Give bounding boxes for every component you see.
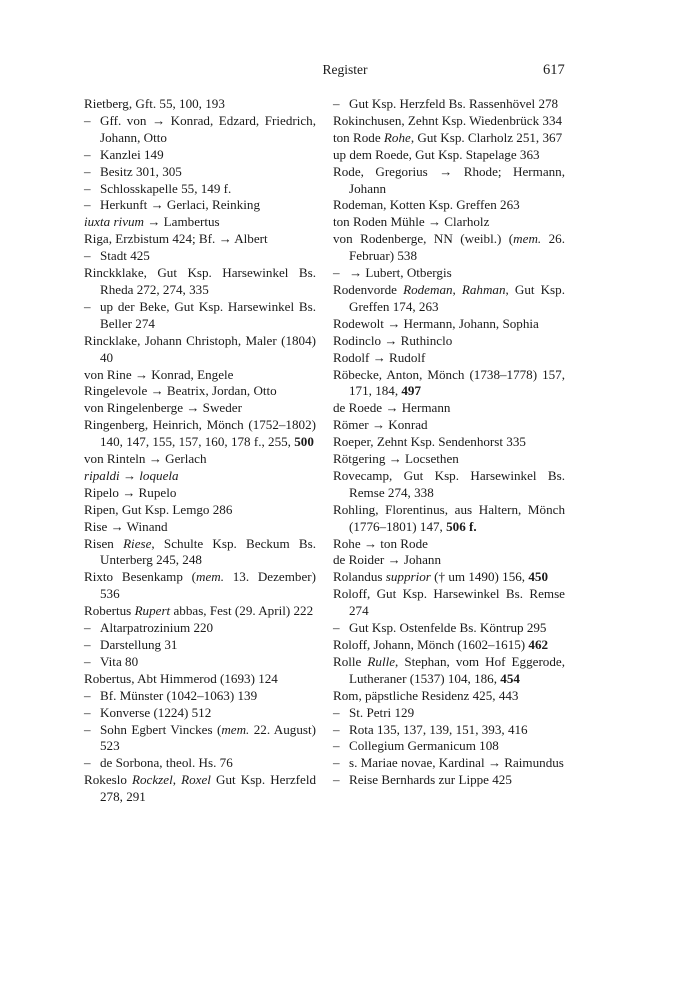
entry-text: Gut Ksp. Ostenfelde Bs. Köntrup 295: [349, 620, 547, 636]
entry-text: iuxta rivum: [84, 214, 145, 230]
index-entry: [333, 434, 565, 451]
entry-text: , Schulte Ksp. Beckum Bs. Unterberg 245, 248: [100, 535, 316, 568]
index-column-left: [84, 96, 316, 806]
entry-text: Ripen, Gut Ksp. Lemgo 286: [84, 501, 233, 517]
entry-text: Rohe → ton Rode: [333, 535, 428, 551]
index-subentry: [333, 705, 565, 722]
entry-text: Rinckklake, Gut Ksp. Harsewinkel Bs. Rheda 272, 274, 335: [84, 265, 316, 297]
entry-text: Rokeslo: [84, 772, 133, 788]
entry-text: Rodewolt → Hermann, Johann, Sophia: [333, 315, 539, 331]
index-subentry: [84, 637, 316, 654]
entry-text: Robertus: [84, 603, 135, 619]
entry-text: Rietberg, Gft. 55, 100, 193: [84, 96, 225, 111]
entry-text: von Rodenberge, NN (weibl.) (: [333, 231, 514, 247]
index-subentry: [333, 772, 565, 789]
entry-text: Rulle: [367, 653, 396, 669]
entry-text: Roeper, Zehnt Ksp. Sendenhorst 335: [333, 434, 526, 450]
index-entry: [84, 417, 316, 451]
entry-text: → Lubert, Otbergis: [349, 265, 452, 281]
index-subentry: [84, 197, 316, 214]
entry-text: Ringenberg, Heinrich, Mönch (1752–1802) 140, 147, 155, 157, 160, 178 f., 255,: [84, 417, 316, 450]
entry-text: 497: [401, 383, 422, 399]
index-entry: [84, 383, 316, 400]
entry-text: Rom, päpstliche Residenz 425, 443: [333, 687, 519, 703]
subentry-dash: –: [84, 755, 91, 771]
index-entry: [84, 96, 316, 113]
running-head: Register: [322, 62, 368, 77]
index-entry: [84, 400, 316, 417]
index-subentry: [84, 248, 316, 265]
entry-text: Bf. Münster (1042–1063) 139: [100, 687, 258, 703]
entry-text: Besitz 301, 305: [100, 163, 182, 179]
entry-text: Rodinclo → Ruthinclo: [333, 332, 453, 348]
entry-text: de Roider → Johann: [333, 552, 442, 568]
index-entry: [333, 282, 565, 316]
entry-text: Rode, Gregorius → Rhode; Hermann, Johann: [333, 163, 565, 196]
entry-text: s. Mariae novae, Kardinal → Raimundus: [349, 755, 564, 771]
entry-text: , Gut Ksp. Clarholz 251, 367: [410, 129, 563, 145]
entry-text: Darstellung 31: [100, 637, 178, 652]
entry-text: 13. Dezember) 536: [100, 569, 316, 602]
index-entry: [333, 417, 565, 434]
index-subentry: [84, 722, 316, 756]
index-entry: [84, 367, 316, 384]
entry-text: 500: [294, 434, 314, 450]
entry-text: Rovecamp, Gut Ksp. Harsewinkel Bs. Remse 274, 338: [333, 467, 565, 500]
index-subentry: [84, 755, 316, 772]
entry-text: Rohe: [383, 129, 411, 145]
index-subentry: [84, 113, 316, 147]
entry-text: Roxel: [181, 772, 211, 788]
index-entry: [333, 350, 565, 367]
index-subentry: [333, 96, 565, 113]
subentry-dash: –: [333, 704, 340, 720]
entry-text: 450: [528, 569, 548, 585]
index-entry: [84, 214, 316, 231]
index-entry: [84, 536, 316, 570]
entry-text: († um 1490) 156,: [430, 569, 529, 585]
subentry-dash: –: [84, 248, 91, 264]
index-entry: [333, 197, 565, 214]
entry-text: Rodeman, Rahman: [403, 281, 506, 297]
subentry-dash: –: [333, 772, 340, 788]
index-entry: [333, 451, 565, 468]
entry-text: Schlosskapelle 55, 149 f.: [100, 180, 232, 196]
index-entry: [333, 316, 565, 333]
entry-text: de Sorbona, theol. Hs. 76: [100, 755, 233, 771]
entry-text: Riga, Erzbistum 424; Bf. → Albert: [84, 231, 268, 247]
entry-text: Gff. von → Konrad, Edzard, Friedrich, Johann, Otto: [100, 112, 316, 145]
index-subentry: [333, 620, 565, 637]
index-entry: [333, 688, 565, 705]
index-entry: [333, 367, 565, 401]
subentry-dash: –: [84, 146, 91, 162]
index-entry: [333, 113, 565, 130]
entry-text: Stadt 425: [100, 248, 150, 264]
index-entry: [84, 231, 316, 248]
index-entry: [84, 519, 316, 536]
entry-text: 22. August) 523: [100, 721, 316, 754]
entry-text: mem.: [196, 569, 225, 585]
entry-text: Rolle: [333, 653, 368, 669]
subentry-dash: –: [333, 96, 340, 111]
index-subentry: [84, 654, 316, 671]
subentry-dash: –: [333, 265, 340, 281]
index-subentry: [84, 299, 316, 333]
subentry-dash: –: [84, 180, 91, 196]
entry-text: Risen: [84, 535, 124, 551]
subentry-dash: –: [333, 620, 340, 636]
index-subentry: [333, 722, 565, 739]
entry-text: 506 f.: [446, 518, 477, 534]
entry-text: Rodolf → Rudolf: [333, 349, 426, 365]
entry-text: 454: [500, 670, 520, 686]
index-entry: [84, 265, 316, 299]
index-entry: [333, 654, 565, 688]
index-entry: [333, 214, 565, 231]
entry-text: Ripelo → Rupelo: [84, 484, 177, 500]
entry-text: Roloff, Gut Ksp. Harsewinkel Bs. Remse 274: [333, 586, 565, 619]
index-entry: [333, 468, 565, 502]
entry-text: Röbecke, Anton, Mönch (1738–1778) 157, 171, 184,: [333, 366, 565, 399]
entry-text: St. Petri 129: [349, 704, 415, 720]
subentry-dash: –: [84, 197, 91, 213]
index-entry: [333, 637, 565, 654]
entry-text: , Gut Ksp. Greffen 174, 263: [349, 281, 565, 314]
entry-text: Rokinchusen, Zehnt Ksp. Wiedenbrück 334: [333, 112, 563, 128]
entry-text: ton Roden Mühle → Clarholz: [333, 214, 490, 230]
index-entry: [333, 552, 565, 569]
entry-text: Ringelevole → Beatrix, Jordan, Otto: [84, 383, 277, 399]
index-column-right: [333, 96, 565, 789]
index-subentry: [84, 164, 316, 181]
index-entry: [333, 569, 565, 586]
entry-text: , Stephan, vom Hof Eggerode, Lutheraner (1537) 104, 186,: [349, 653, 565, 686]
entry-text: Römer → Konrad: [333, 417, 428, 433]
index-entry: [84, 451, 316, 468]
index-subentry: [333, 738, 565, 755]
subentry-dash: –: [333, 721, 340, 737]
entry-text: Sohn Egbert Vinckes (: [100, 721, 222, 737]
entry-text: Rodenvorde: [333, 281, 404, 297]
entry-text: Roloff, Johann, Mönch (1602–1615): [333, 637, 529, 652]
entry-text: ton Rode: [333, 129, 384, 145]
entry-text: mem.: [513, 231, 542, 247]
entry-text: Konverse (1224) 512: [100, 704, 212, 720]
index-entry: [84, 603, 316, 620]
entry-text: Rockzel: [132, 772, 173, 788]
index-subentry: [333, 265, 565, 282]
subentry-dash: –: [84, 163, 91, 179]
entry-text: mem.: [221, 721, 250, 737]
index-entry: [84, 671, 316, 688]
index-entry: [333, 231, 565, 265]
subentry-dash: –: [84, 112, 91, 128]
index-entry: [333, 502, 565, 536]
entry-text: ,: [172, 772, 182, 788]
entry-text: Rixto Besenkamp (: [84, 569, 197, 585]
entry-text: Gut Ksp. Herzfeld 278, 291: [100, 772, 316, 805]
entry-text: de Roede → Hermann: [333, 400, 451, 416]
entry-text: → Lambertus: [144, 214, 220, 230]
subentry-dash: –: [84, 653, 91, 669]
index-entry: [333, 130, 565, 147]
entry-text: Rise → Winand: [84, 518, 168, 534]
entry-text: 26. Februar) 538: [349, 231, 566, 264]
entry-text: ripaldi → loquela: [84, 467, 179, 483]
subentry-dash: –: [84, 687, 91, 703]
entry-text: Herkunft → Gerlaci, Reinking: [100, 197, 260, 213]
entry-text: Reise Bernhards zur Lippe 425: [349, 772, 512, 788]
subentry-dash: –: [333, 755, 340, 771]
subentry-dash: –: [84, 637, 91, 652]
index-subentry: [333, 755, 565, 772]
index-entry: [84, 569, 316, 603]
index-entry: [333, 586, 565, 620]
subentry-dash: –: [84, 298, 91, 314]
subentry-dash: –: [84, 704, 91, 720]
entry-text: Rincklake, Johann Christoph, Maler (1804) 40: [84, 332, 316, 365]
entry-text: Rota 135, 137, 139, 151, 393, 416: [349, 721, 528, 737]
entry-text: Altarpatrozinium 220: [100, 620, 214, 636]
index-entry: [333, 536, 565, 553]
index-subentry: [84, 620, 316, 637]
entry-text: abbas, Fest (29. April) 222: [170, 603, 314, 619]
entry-text: Rötgering → Locsethen: [333, 451, 459, 467]
index-entry: [333, 400, 565, 417]
index-entry: [333, 164, 565, 198]
index-entry: [84, 502, 316, 519]
entry-text: Riese: [123, 535, 152, 551]
entry-text: supprior: [385, 569, 431, 585]
subentry-dash: –: [333, 738, 340, 754]
entry-text: Vita 80: [100, 653, 139, 669]
index-entry: [84, 333, 316, 367]
subentry-dash: –: [84, 620, 91, 636]
entry-text: Rolandus: [333, 569, 386, 585]
entry-text: Rohling, Florentinus, aus Haltern, Mönch (1776–1801) 147,: [333, 501, 565, 534]
entry-text: up der Beke, Gut Ksp. Harsewinkel Bs. Beller 274: [100, 298, 316, 331]
entry-text: Rodeman, Kotten Ksp. Greffen 263: [333, 197, 520, 213]
index-subentry: [84, 181, 316, 198]
entry-text: up dem Roede, Gut Ksp. Stapelage 363: [333, 146, 540, 162]
index-subentry: [84, 688, 316, 705]
entry-text: von Rine → Konrad, Engele: [84, 366, 234, 382]
index-entry: [84, 772, 316, 806]
index-entry: [84, 468, 316, 485]
entry-text: Collegium Germanicum 108: [349, 738, 499, 754]
index-entry: [84, 485, 316, 502]
entry-text: Gut Ksp. Herzfeld Bs. Rassenhövel 278: [349, 96, 559, 111]
entry-text: von Rinteln → Gerlach: [84, 451, 207, 467]
entry-text: 462: [528, 637, 549, 652]
entry-text: von Ringelenberge → Sweder: [84, 400, 242, 416]
entry-text: Robertus, Abt Himmerod (1693) 124: [84, 670, 278, 686]
index-subentry: [84, 147, 316, 164]
index-entry: [333, 333, 565, 350]
subentry-dash: –: [84, 721, 91, 737]
index-subentry: [84, 705, 316, 722]
entry-text: Kanzlei 149: [100, 146, 164, 162]
index-entry: [333, 147, 565, 164]
page-number: 617: [543, 62, 565, 78]
entry-text: Rupert: [134, 603, 171, 619]
